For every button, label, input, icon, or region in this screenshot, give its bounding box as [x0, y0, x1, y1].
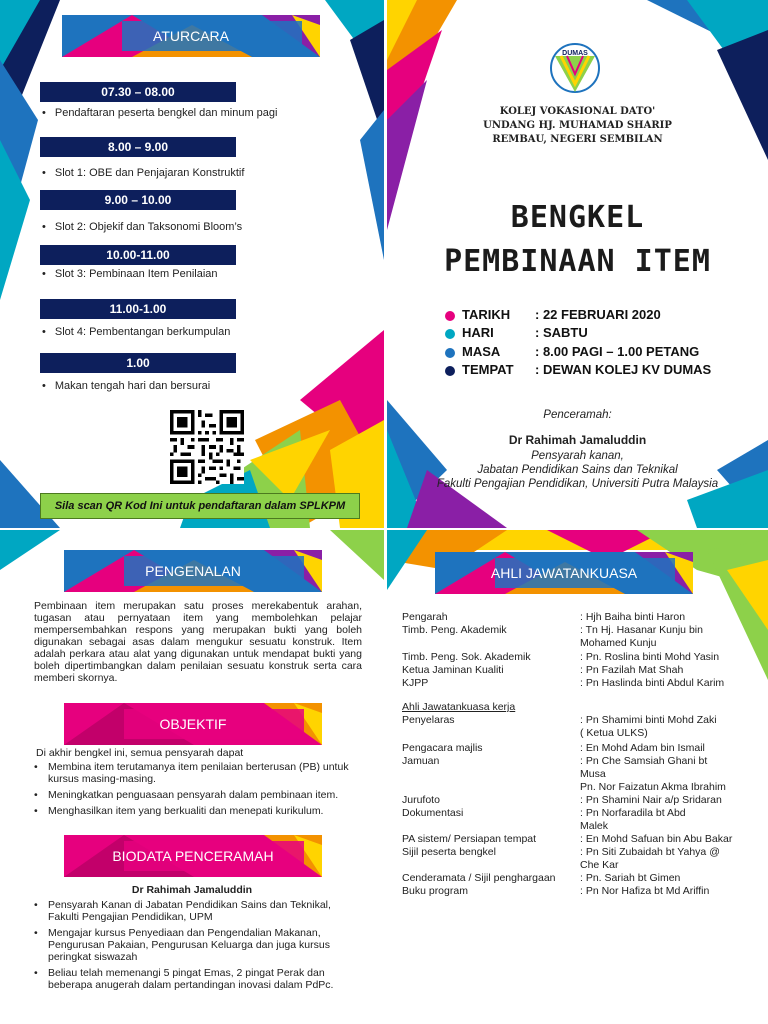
school-name: UNDANG HJ. MUHAMAD SHARIP [483, 120, 672, 131]
pengenalan-header [64, 550, 322, 592]
registration-qr-code[interactable] [170, 410, 244, 484]
schedule-item: • Slot 2: Objekif dan Taksonomi Bloom’s [42, 221, 242, 233]
committee-member: ( Ketua ULKS) [580, 727, 648, 739]
speaker-department: Jabatan Pendidikan Sains dan Teknikal [477, 464, 678, 476]
detail-label: HARI [462, 325, 494, 340]
speaker-label: Penceramah: [543, 409, 612, 421]
biodata-item: • Beliau telah memenangi 5 pingat Emas, 2 pingat Perak dan beberapa anugerah dalam pertandingan inovasi dalam PdPc. [34, 967, 364, 991]
time-bar: 07.30 – 08.00 [40, 82, 236, 102]
committee-member: : En Mohd Adam bin Ismail [580, 742, 705, 754]
committee-member: Malek [580, 820, 609, 832]
committee-role: Timb. Peng. Akademik [402, 624, 507, 636]
objektif-intro: Di akhir bengkel ini, semua pensyarah dapat [36, 747, 244, 759]
committee-member: : En Mohd Safuan bin Abu Bakar [580, 833, 733, 845]
schedule-item: • Makan tengah hari dan bersurai [42, 380, 210, 392]
working-committee-heading: Ahli Jawatankuasa kerja [402, 701, 516, 713]
objektif-list [34, 761, 364, 821]
biodata-title: BIODATA PENCERAMAH [112, 848, 274, 864]
biodata-header [64, 835, 322, 877]
committee-member: : Pn Fazilah Mat Shah [580, 664, 684, 676]
committee-member: : Pn Haslinda binti Abdul Karim [580, 677, 725, 689]
detail-value: : 8.00 PAGI – 1.00 PETANG [535, 344, 700, 359]
biodata-name: Dr Rahimah Jamaluddin [131, 884, 253, 896]
committee-member: Pn. Nor Faizatun Akma Ibrahim [580, 781, 726, 793]
ajk-header [435, 552, 693, 594]
event-title: BENGKEL [510, 200, 645, 235]
logo-text: DUMAS [562, 50, 588, 57]
panel-cover [387, 0, 768, 528]
committee-member: Che Kar [580, 859, 619, 871]
bullet-dot-icon [445, 348, 455, 358]
geometric-background [387, 530, 768, 1024]
panel-introduction [0, 530, 384, 1024]
biodata-item: • Mengajar kursus Penyediaan dan Pengendalian Makanan, Pengurusan Pakaian, Pengurusan Keluarga dan juga kursus peringkat siswazah [34, 927, 364, 963]
speaker-faculty: Fakulti Pengajian Pendidikan, Universiti Putra Malaysia [436, 478, 719, 490]
speaker-name: Dr Rahimah Jamaluddin [508, 433, 647, 447]
college-logo [549, 42, 601, 100]
committee-member: : Pn. Sariah bt Gimen [580, 872, 681, 884]
ajk-title: AHLI JAWATANKUASA [490, 565, 638, 581]
detail-value: : 22 FEBRUARI 2020 [535, 307, 661, 322]
committee-member: : Pn Che Samsiah Ghani bt [580, 755, 708, 767]
committee-role: Sijil peserta bengkel [402, 846, 496, 858]
committee-role: Timb. Peng. Sok. Akademik [402, 651, 531, 663]
objektif-item: • Meningkatkan penguasaan pensyarah dalam pembinaan item. [34, 789, 364, 801]
committee-role: KJPP [402, 677, 429, 689]
committee-member: Mohamed Kunju [580, 637, 657, 649]
committee-role: PA sistem/ Persiapan tempat [402, 833, 537, 845]
committee-member: : Pn Shamini Nair a/p Sridaran [580, 794, 722, 806]
committee-member: : Pn Siti Zubaidah bt Yahya @ [580, 846, 720, 858]
detail-value: : DEWAN KOLEJ KV DUMAS [535, 362, 712, 377]
time-bar: 9.00 – 10.00 [40, 190, 236, 210]
objektif-item: • Menghasilkan item yang berkualiti dan menepati kurikulum. [34, 805, 364, 817]
committee-role: Dokumentasi [402, 807, 464, 819]
schedule-item: • Slot 3: Pembinaan Item Penilaian [42, 268, 218, 280]
committee-member: : Tn Hj. Hasanar Kunju bin [580, 624, 703, 636]
time-bar: 8.00 – 9.00 [40, 137, 236, 157]
time-bar: 1.00 [40, 353, 236, 373]
bullet-dot-icon [445, 311, 455, 321]
committee-role: Penyelaras [402, 714, 455, 726]
committee-member: : Pn Shamimi binti Mohd Zaki [580, 714, 717, 726]
detail-value: : SABTU [535, 325, 588, 340]
time-bar: 10.00-11.00 [40, 245, 236, 265]
objektif-title: OBJEKTIF [159, 716, 227, 732]
schedule-item: • Slot 4: Pembentangan berkumpulan [42, 326, 230, 338]
qr-scan-instruction: Sila scan QR Kod Ini untuk pendaftaran dalam SPLKPM [40, 493, 360, 519]
committee-role: Pengarah [402, 611, 448, 623]
committee-member: : Pn Norfaradila bt Abd [580, 807, 686, 819]
committee-role: Ketua Jaminan Kualiti [402, 664, 504, 676]
committee-role: Buku program [402, 885, 468, 897]
committee-role: Jamuan [402, 755, 440, 767]
committee-role: Cenderamata / Sijil penghargaan [402, 872, 556, 884]
committee-role: Jurufoto [402, 794, 440, 806]
detail-label: TEMPAT [462, 362, 514, 377]
panel-committee [387, 530, 768, 1024]
committee-member: : Pn Nor Hafiza bt Md Ariffin [580, 885, 710, 897]
school-name: REMBAU, NEGERI SEMBILAN [492, 134, 663, 145]
committee-role: Pengacara majlis [402, 742, 483, 754]
schedule-item: • Slot 1: OBE dan Penjajaran Konstruktif [42, 167, 244, 179]
bullet-dot-icon [445, 366, 455, 376]
objektif-header [64, 703, 322, 745]
pengenalan-title: PENGENALAN [145, 563, 241, 579]
committee-member: : Hjh Baiha binti Haron [580, 611, 686, 623]
aturcara-header [62, 15, 320, 57]
schedule-item: • Pendaftaran peserta bengkel dan minum pagi [42, 107, 277, 119]
panel-aturcara [0, 0, 384, 528]
school-name: KOLEJ VOKASIONAL DATO' [499, 106, 656, 117]
speaker-title: Pensyarah kanan, [531, 450, 624, 462]
time-bar: 11.00-1.00 [40, 299, 236, 319]
pengenalan-text: Pembinaan item merupakan satu proses merekabentuk arahan, tugasan atau pernyataan item yang membolehkan pelajar mempersembahkan respons yang merupakan bukti yang boleh digunakan sebagai asas dalam mengukur sesuatu konstruk. Item adalah perkara atau alat yang digunakan untuk mendapat bukti yang boleh dipertimbangkan dalam penilaian sesuatu konstruk serta cara memberi skornya. [34, 600, 362, 684]
event-title: PEMBINAAN ITEM [444, 244, 711, 279]
committee-member: Musa [580, 768, 606, 780]
bullet-dot-icon [445, 329, 455, 339]
detail-label: TARIKH [462, 307, 511, 322]
biodata-list [34, 899, 364, 995]
aturcara-title: ATURCARA [153, 28, 229, 44]
committee-member: : Pn. Roslina binti Mohd Yasin [580, 651, 720, 663]
detail-label: MASA [462, 344, 501, 359]
biodata-item: • Pensyarah Kanan di Jabatan Pendidikan Sains dan Teknikal, Fakulti Pengajian Pendidikan, UPM [34, 899, 364, 923]
objektif-item: • Membina item terutamanya item penilaian berterusan (PB) untuk kursus masing-masing. [34, 761, 364, 785]
